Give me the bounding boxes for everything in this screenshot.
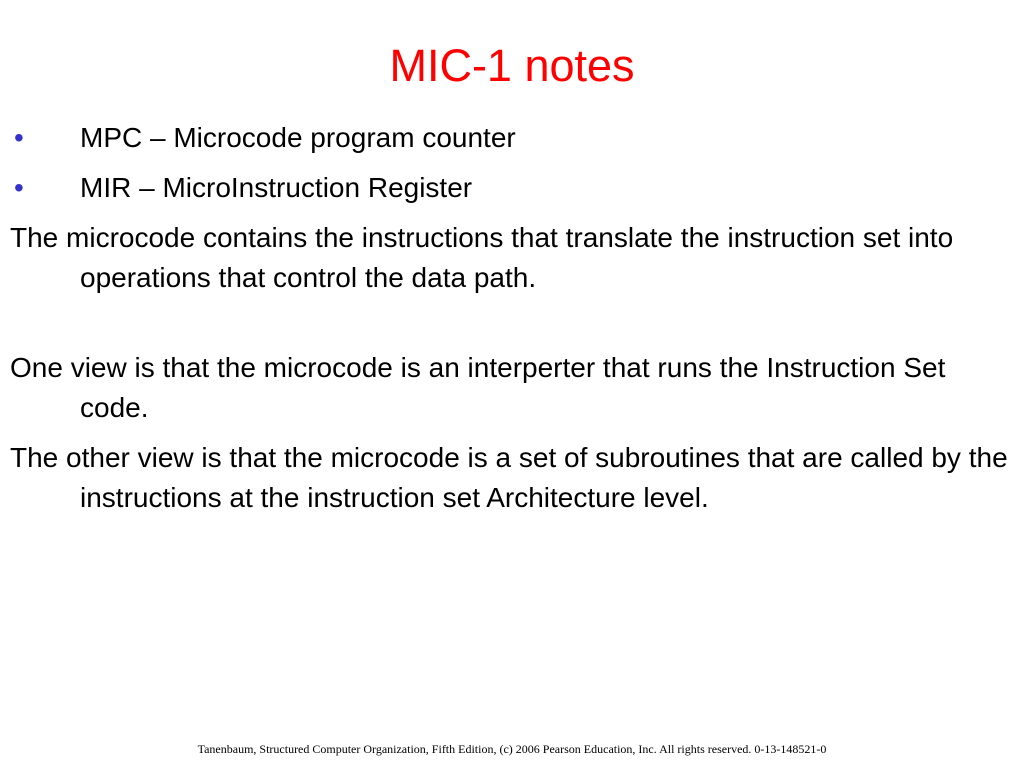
paragraph-microcode-definition: The microcode contains the instructions that translate the instruction set into operations that control the data path. (10, 222, 954, 293)
bullet-item (10, 118, 1010, 158)
bullet-icon: • (14, 172, 24, 203)
paragraph-interpreter-view: One view is that the microcode is an interperter that runs the Instruction Set code. (10, 352, 946, 423)
paragraph-subroutine-view: The other view is that the microcode is a set of subroutines that are called by the instructions at the instruction set Architecture level. (10, 442, 1008, 513)
slide-title: MIC-1 notes (389, 40, 635, 91)
bullet-item (10, 168, 1010, 208)
copyright-footer: Tanenbaum, Structured Computer Organization, Fifth Edition, (c) 2006 Pearson Education, Inc. All rights reserved. 0-13-148521-0 (197, 742, 827, 756)
bullet-icon: • (14, 122, 24, 153)
slide-body (10, 118, 1010, 528)
bullet-text: MPC – Microcode program counter (80, 122, 516, 153)
bullet-text: MIR – MicroInstruction Register (80, 172, 473, 203)
